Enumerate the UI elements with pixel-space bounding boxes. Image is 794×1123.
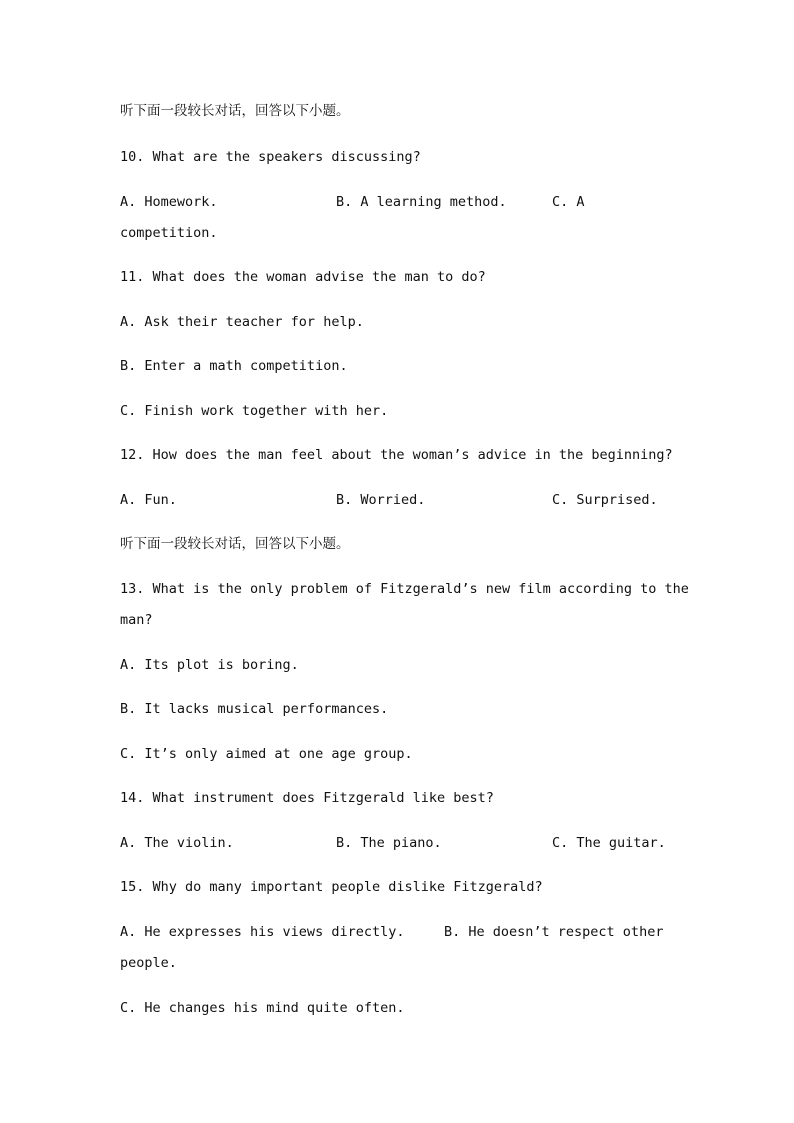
option-11-a: A. Ask their teacher for help. <box>120 314 364 330</box>
option-15-b-continuation: people. <box>120 955 177 971</box>
question-stem-13: 13. What is the only problem of Fitzgerald’s new film according to the <box>120 581 689 597</box>
question-stem-13-continuation: man? <box>120 612 153 628</box>
option-10-b: B. A learning method. <box>336 194 507 210</box>
option-15-c: C. He changes his mind quite often. <box>120 1000 405 1016</box>
option-14-c: C. The guitar. <box>552 835 666 851</box>
option-13-b: B. It lacks musical performances. <box>120 701 389 717</box>
option-15-a: A. He expresses his views directly. <box>120 924 405 940</box>
option-12-a: A. Fun. <box>120 492 177 508</box>
option-13-c: C. It’s only aimed at one age group. <box>120 746 413 762</box>
option-11-c: C. Finish work together with her. <box>120 403 389 419</box>
question-stem-11: 11. What does the woman advise the man to do? <box>120 269 486 285</box>
option-14-a: A. The violin. <box>120 835 234 851</box>
option-12-c: C. Surprised. <box>552 492 658 508</box>
question-stem-12: 12. How does the man feel about the woman’s advice in the beginning? <box>120 447 673 463</box>
option-10-a: A. Homework. <box>120 194 218 210</box>
option-15-b: B. He doesn’t respect other <box>444 924 664 940</box>
option-12-b: B. Worried. <box>336 492 426 508</box>
question-stem-15: 15. Why do many important people dislike Fitzgerald? <box>120 879 543 895</box>
option-11-b: B. Enter a math competition. <box>120 358 348 374</box>
option-10-c: C. A <box>552 194 585 210</box>
question-stem-14: 14. What instrument does Fitzgerald like best? <box>120 790 494 806</box>
option-10-c-continuation: competition. <box>120 225 218 241</box>
option-13-a: A. Its plot is boring. <box>120 657 299 673</box>
section-instruction: 听下面一段较长对话，回答以下小题。 <box>120 103 350 119</box>
option-14-b: B. The piano. <box>336 835 442 851</box>
section-instruction: 听下面一段较长对话，回答以下小题。 <box>120 536 350 552</box>
question-stem-10: 10. What are the speakers discussing? <box>120 149 421 165</box>
